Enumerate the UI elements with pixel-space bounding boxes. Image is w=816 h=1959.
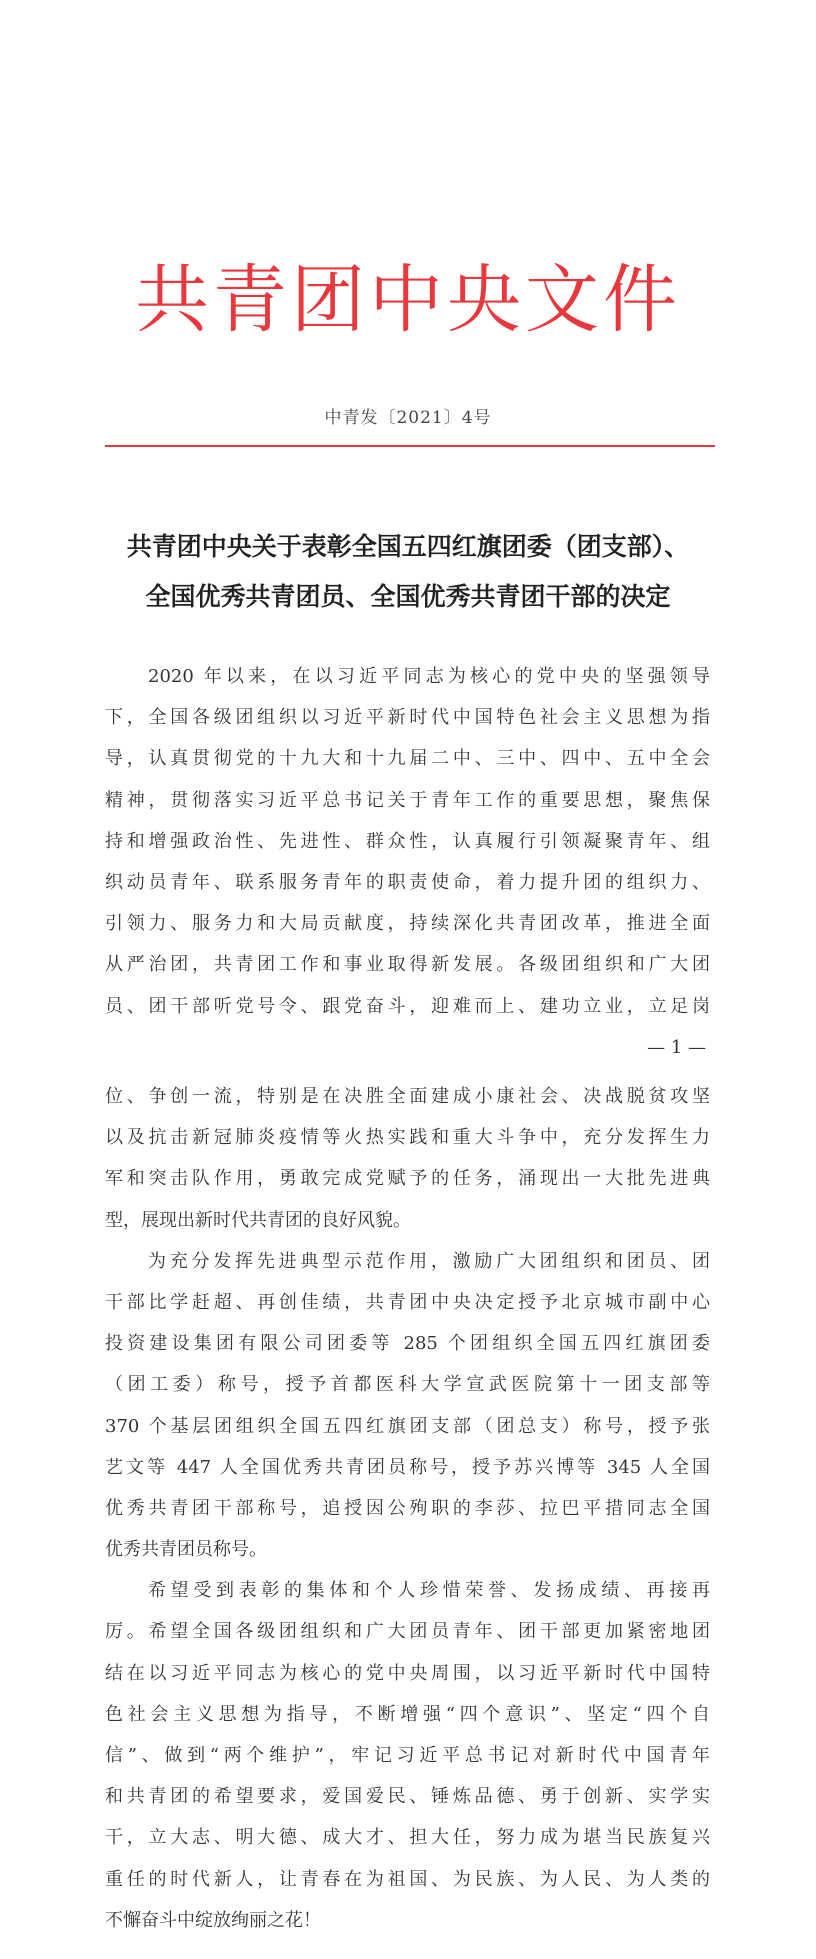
document-masthead: 共青团中央文件 xyxy=(135,257,681,343)
red-divider xyxy=(105,445,715,447)
body-line: 员、团干部听党号令、跟党奋斗，迎难而上、建功立业，立足岗 xyxy=(105,995,710,1017)
body-line: 不懈奋斗中绽放绚丽之花！ xyxy=(105,1909,321,1931)
body-line: 型，展现出新时代共青团的良好风貌。 xyxy=(105,1209,411,1231)
body-line: 从严治团，共青团工作和事业取得新发展。各级团组织和广大团 xyxy=(105,954,710,976)
body-line: 优秀共青团员称号。 xyxy=(105,1539,267,1561)
body-line: 干部比学赶超、再创佳绩，共青团中央决定授予北京城市副中心 xyxy=(105,1291,710,1313)
body-text-page-2 xyxy=(105,1076,710,1941)
body-line: 重任的时代新人，让青春在为祖国、为民族、为人民、为人类的 xyxy=(105,1868,710,1890)
body-line: 希望受到表彰的集体和个人珍惜荣誉、发扬成绩、再接再 xyxy=(148,1580,710,1602)
body-line: 艺文等 447 人全国优秀共青团员称号，授予苏兴博等 345 人全国 xyxy=(105,1456,710,1478)
body-line: 优秀共青团干部称号，追授因公殉职的李莎、拉巴平措同志全国 xyxy=(105,1497,710,1519)
document-title-line-1: 共青团中央关于表彰全国五四红旗团委（团支部）、 xyxy=(126,532,690,561)
body-line: 结在以习近平同志为核心的党中央周围，以习近平新时代中国特 xyxy=(105,1662,710,1684)
body-line: （团工委）称号，授予首都医科大学宣武医院第十一团支部等 xyxy=(105,1374,710,1396)
body-line: 位、争创一流，特别是在决胜全面建成小康社会、决战脱贫攻坚 xyxy=(105,1086,710,1107)
body-line: 持和增强政治性、先进性、群众性，认真履行引领凝聚青年、组 xyxy=(105,830,710,852)
page-number: — 1 — xyxy=(647,1037,706,1058)
body-line: 为充分发挥先进典型示范作用，激励广大团组织和团员、团 xyxy=(148,1250,710,1272)
body-line: 信”、做到“两个维护”，牢记习近平总书记对新时代中国青年 xyxy=(105,1745,710,1766)
body-line: 色社会主义思想为指导，不断增强“四个意识”、坚定“四个自 xyxy=(105,1703,710,1725)
body-text-page-1 xyxy=(105,656,710,1027)
body-line: 导，认真贯彻党的十九大和十九届二中、三中、四中、五中全会 xyxy=(105,748,710,770)
document-number: 中青发〔2021〕4号 xyxy=(324,408,492,428)
body-line: 和共青团的希望要求，爱国爱民、锤炼品德、勇于创新、实学实 xyxy=(105,1786,710,1808)
body-line: 370 个基层团组织全国五四红旗团支部（团总支）称号，授予张 xyxy=(105,1415,710,1437)
body-line: 引领力、服务力和大局贡献度，持续深化共青团改革，推进全面 xyxy=(105,913,710,935)
body-line: 2020 年以来，在以习近平同志为核心的党中央的坚强领导 xyxy=(148,666,710,687)
body-line: 厉。希望全国各级团组织和广大团员青年、团干部更加紧密地团 xyxy=(105,1621,710,1643)
body-line: 投资建设集团有限公司团委等 285 个团组织全国五四红旗团委 xyxy=(105,1333,710,1355)
body-line: 精神，贯彻落实习近平总书记关于青年工作的重要思想，聚焦保 xyxy=(105,789,710,811)
body-line: 织动员青年、联系服务青年的职责使命，着力提升团的组织力、 xyxy=(105,871,710,893)
document-title-line-2: 全国优秀共青团员、全国优秀共青团干部的决定 xyxy=(145,582,671,611)
body-line: 军和突击队作用，勇敢完成党赋予的任务，涌现出一大批先进典 xyxy=(105,1168,710,1190)
body-line: 下，全国各级团组织以习近平新时代中国特色社会主义思想为指 xyxy=(105,707,710,729)
body-line: 以及抗击新冠肺炎疫情等火热实践和重大斗争中，充分发挥生力 xyxy=(105,1127,710,1149)
body-line: 干，立大志、明大德、成大才、担大任，努力成为堪当民族复兴 xyxy=(105,1827,710,1849)
